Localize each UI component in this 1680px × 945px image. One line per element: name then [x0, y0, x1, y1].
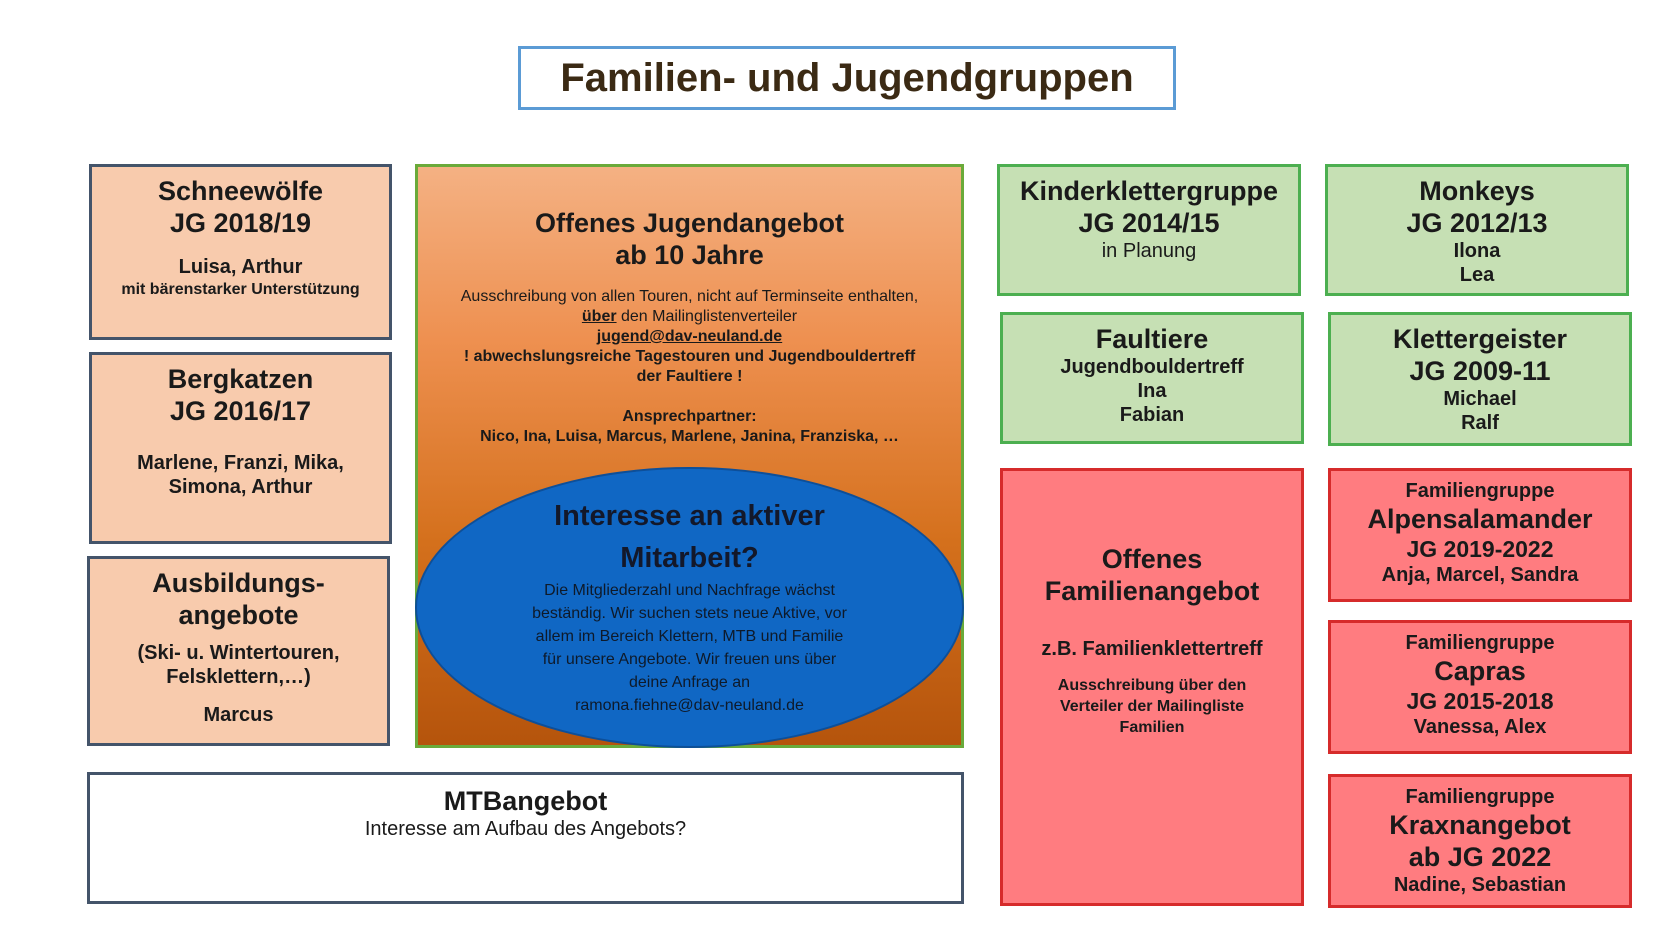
- mtb-title: MTBangebot: [443, 786, 608, 816]
- group-kinderklettergruppe: [997, 164, 1301, 296]
- group-schneewoelfe: [89, 164, 392, 340]
- offer-example: z.B. Familienklettertreff: [1041, 638, 1263, 660]
- page-title: Familien- und Jugendgruppen: [560, 55, 1134, 100]
- offer-text: Ausschreibung von allen Touren, nicht auf Terminseite enthalten,: [460, 288, 919, 305]
- group-leader: Marcus: [203, 704, 274, 726]
- group-name: Ausbildungs-: [152, 568, 325, 598]
- offer-title: Offenes Jugendangebot: [534, 208, 845, 238]
- group-label: Familiengruppe: [1405, 786, 1555, 808]
- group-leader: Fabian: [1119, 404, 1185, 426]
- group-jg: JG 2014/15: [1078, 208, 1220, 238]
- group-leader: Michael: [1443, 388, 1517, 410]
- offer-text: ! abwechslungsreiche Tagestouren und Jugendbouldertreff: [463, 348, 916, 365]
- group-name: Bergkatzen: [167, 364, 314, 394]
- group-name: Capras: [1434, 656, 1526, 686]
- group-leaders: Luisa, Arthur: [178, 256, 303, 278]
- email-link[interactable]: jugend@dav-neuland.de: [596, 328, 783, 345]
- group-name: Kraxnangebot: [1389, 810, 1571, 840]
- contact-label: Ansprechpartner:: [622, 408, 757, 425]
- group-status: in Planung: [1101, 240, 1197, 262]
- offer-title: Offenes: [1101, 544, 1203, 574]
- contact-names: Nico, Ina, Luisa, Marcus, Marlene, Janina, Franziska, …: [480, 428, 899, 445]
- group-jg: JG 2009-11: [1409, 356, 1551, 386]
- group-sub: Jugendbouldertreff: [1060, 356, 1244, 378]
- group-leaders: Simona, Arthur: [168, 476, 313, 498]
- group-jg: JG 2015-2018: [1406, 688, 1554, 714]
- offer-title: ab 10 Jahre: [615, 240, 764, 270]
- mitarbeit-heading: Mitarbeit?: [620, 542, 759, 574]
- group-name: Alpensalamander: [1367, 504, 1593, 534]
- group-desc: (Ski- u. Wintertouren,: [137, 642, 340, 664]
- group-bergkatzen: [89, 352, 392, 544]
- group-name: Monkeys: [1419, 176, 1535, 206]
- group-monkeys: [1325, 164, 1629, 296]
- offer-desc: Verteiler der Mailingliste: [1059, 698, 1245, 715]
- offer-desc: Ausschreibung über den: [1057, 677, 1247, 694]
- group-jg: ab JG 2022: [1408, 842, 1552, 872]
- mitarbeit-text: deine Anfrage an: [629, 674, 750, 691]
- group-leader: Ralf: [1461, 412, 1499, 434]
- group-leaders: Marlene, Franzi, Mika,: [137, 452, 344, 474]
- group-leaders: Anja, Marcel, Sandra: [1381, 564, 1579, 586]
- mitarbeit-ellipse: [415, 467, 964, 748]
- group-jg: JG 2019-2022: [1406, 536, 1554, 562]
- group-capras: [1328, 620, 1632, 754]
- group-jg: JG 2016/17: [169, 396, 312, 426]
- group-klettergeister: [1328, 312, 1632, 446]
- group-name: Schneewölfe: [157, 176, 324, 206]
- mtb-desc: Interesse am Aufbau des Angebots?: [364, 818, 687, 840]
- mitarbeit-text: Die Mitgliederzahl und Nachfrage wächst: [544, 582, 835, 599]
- mitarbeit-text: für unsere Angebote. Wir freuen uns über: [542, 651, 837, 668]
- group-name: Kinderklettergruppe: [1019, 176, 1279, 206]
- group-name: angebote: [178, 600, 299, 630]
- group-label: Familiengruppe: [1405, 480, 1555, 502]
- group-jg: JG 2012/13: [1406, 208, 1548, 238]
- group-leader: Lea: [1459, 264, 1495, 286]
- group-ausbildungsangebote: [87, 556, 390, 746]
- group-name: Faultiere: [1095, 324, 1209, 354]
- group-label: Familiengruppe: [1405, 632, 1555, 654]
- group-name: Klettergeister: [1392, 324, 1568, 354]
- mitarbeit-heading: Interesse an aktiver: [554, 500, 825, 532]
- mitarbeit-text: allem im Bereich Klettern, MTB und Familie: [535, 628, 844, 645]
- group-leader: Ilona: [1453, 240, 1501, 262]
- group-leaders: Vanessa, Alex: [1413, 716, 1547, 738]
- ueber-link[interactable]: über: [581, 308, 617, 325]
- group-desc: Felsklettern,…): [166, 666, 311, 688]
- group-note: mit bärenstarker Unterstützung: [121, 281, 360, 298]
- group-leaders: Nadine, Sebastian: [1393, 874, 1567, 896]
- group-leader: Ina: [1137, 380, 1167, 402]
- mitarbeit-email[interactable]: ramona.fiehne@dav-neuland.de: [575, 697, 804, 714]
- mitarbeit-text: beständig. Wir suchen stets neue Aktive, vor: [532, 605, 847, 622]
- offer-text: der Faultiere !: [636, 368, 743, 385]
- offenes-familienangebot: [1000, 468, 1304, 906]
- group-jg: JG 2018/19: [169, 208, 312, 238]
- group-kraxnangebot: [1328, 774, 1632, 908]
- offer-desc: Familien: [1119, 719, 1185, 736]
- mtb-angebot: [87, 772, 964, 904]
- group-faultiere: [1000, 312, 1304, 444]
- offer-text-line2: über den Mailinglistenverteiler: [581, 308, 798, 325]
- offer-title: Familienangebot: [1044, 576, 1260, 606]
- group-alpensalamander: [1328, 468, 1632, 602]
- page-title-box: [518, 46, 1176, 110]
